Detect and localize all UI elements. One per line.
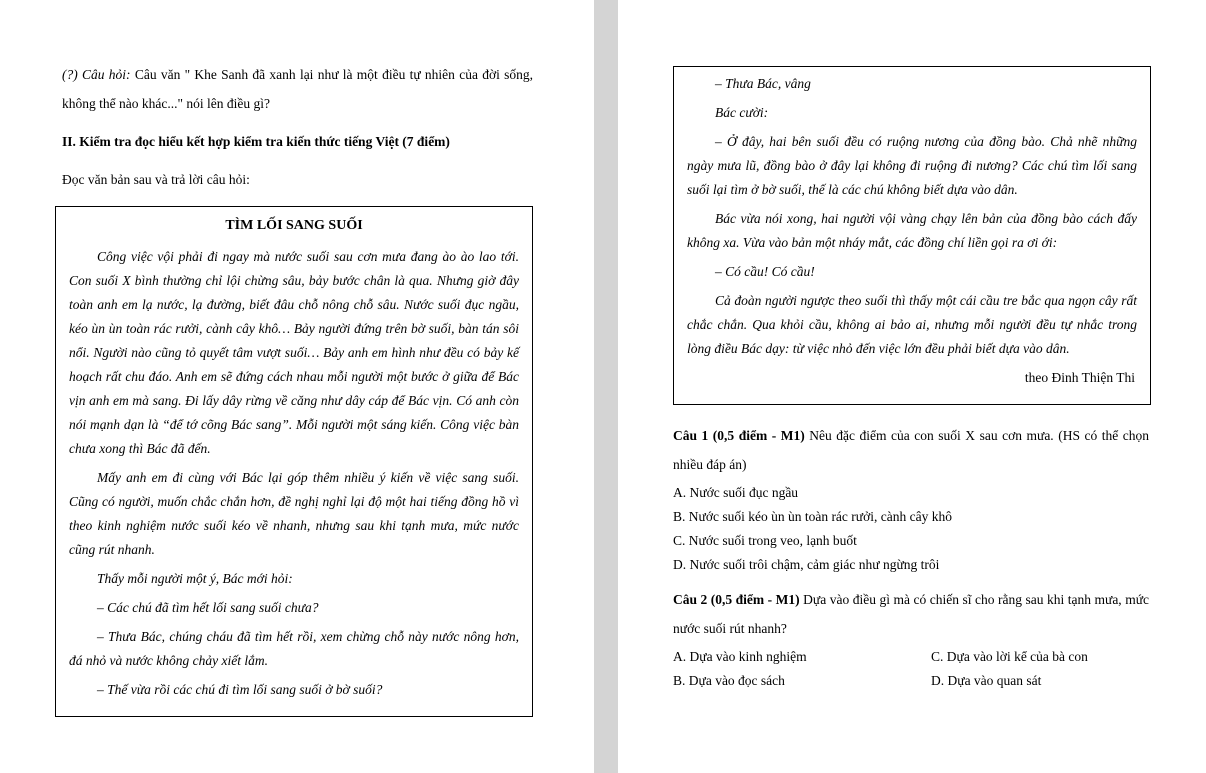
passage-box-left [55, 206, 533, 717]
question-1 [673, 421, 1149, 479]
dialogue-line: – Có cầu! Có cầu! [715, 264, 815, 279]
dialogue-line: – Thưa Bác, vâng [715, 76, 811, 91]
passage-paragraph: Cả đoàn người ngược theo suối thì thấy một cái cầu tre bắc qua ngọn cây rất chắc chắn. Qua khỏi cầu, không ai bảo ai, nhưng mỗi người đều tự nhắc trong lòng điều Bác dạy: từ việc nhỏ đến việc lớn đều phải biết dựa vào dân. [687, 293, 1137, 356]
question-2-label: Câu 2 (0,5 điểm - M1) [673, 592, 800, 607]
intro-question-label: (?) Câu hỏi: [62, 67, 131, 82]
dialogue-line: – Ở đây, hai bên suối đều có ruộng nương của đồng bào. Chả nhẽ những ngày mưa lũ, đồng bào ở đây lại không đi ruộng đi nương? Các chú tìm lối sang suối lại tìm ở bờ suối, thế là các chú không biết dựa vào dân. [687, 134, 1137, 197]
reading-instruction: Đọc văn bản sau và trả lời câu hỏi: [62, 172, 250, 187]
intro-question-text: Câu văn " Khe Sanh đã xanh lại như là một điều tự nhiên của đời sống, không thể nào khác..." nói lên điều gì? [62, 67, 533, 111]
passage-paragraph: Mấy anh em đi cùng với Bác lại góp thêm nhiều ý kiến về việc sang suối. Cũng có người, muốn chắc chắn hơn, đề nghị nghỉ lại độ một hai tiếng đồng hồ vì theo kinh nghiệm nước suối kéo về nhanh, nhưng sau khi tạnh mưa, mức nước cũng rút nhanh. [69, 470, 519, 557]
passage-paragraph: Thấy mỗi người một ý, Bác mới hỏi: [97, 571, 293, 586]
section-heading: II. Kiểm tra đọc hiểu kết hợp kiểm tra kiến thức tiếng Việt (7 điểm) [62, 134, 450, 149]
page-right [618, 0, 1206, 773]
dialogue-line: – Các chú đã tìm hết lối sang suối chưa? [97, 600, 319, 615]
question-2 [673, 585, 1149, 643]
question-1-text: Nêu đặc điểm của con suối X sau cơn mưa. (HS có thể chọn nhiều đáp án) [673, 428, 1149, 472]
option-b: B. Nước suối kéo ùn ùn toàn rác rưởi, cành cây khô [673, 509, 952, 524]
dialogue-line: – Thưa Bác, chúng cháu đã tìm hết rồi, xem chừng chỗ này nước nông hơn, đá nhỏ và nước không chảy xiết lắm. [69, 629, 519, 668]
option-d: D. Nước suối trôi chậm, cảm giác như ngừng trôi [673, 557, 940, 572]
option-c: C. Nước suối trong veo, lạnh buốt [673, 533, 857, 548]
page-gap [594, 0, 618, 773]
option-a: A. Dựa vào kinh nghiệm [673, 649, 807, 664]
question-1-label: Câu 1 (0,5 điểm - M1) [673, 428, 805, 443]
option-d: D. Dựa vào quan sát [931, 673, 1042, 688]
option-a: A. Nước suối đục ngầu [673, 485, 799, 500]
passage-attribution: theo Đinh Thiện Thi [1024, 370, 1135, 385]
question-1-options [673, 481, 1149, 577]
option-b: B. Dựa vào đọc sách [673, 673, 785, 688]
passage-paragraph: Bác vừa nói xong, hai người vội vàng chạy lên bản của đồng bào cách đấy không xa. Vừa vào bản một nháy mắt, các đồng chí liền gọi ra ơi ới: [687, 211, 1137, 250]
question-2-text: Dựa vào điều gì mà có chiến sĩ cho rằng sau khi tạnh mưa, mức nước suối rút nhanh? [673, 592, 1150, 636]
passage-title: TÌM LỐI SANG SUỐI [225, 218, 363, 233]
question-2-options [673, 645, 1149, 693]
passage-box-right [673, 66, 1151, 405]
dialogue-line: – Thế vừa rồi các chú đi tìm lối sang suối ở bờ suối? [97, 682, 383, 697]
passage-paragraph: Công việc vội phải đi ngay mà nước suối sau cơn mưa đang ào ào lao tới. Con suối X bình thường chỉ lội chừng sâu, bảy bước chân là qua. Nhưng giờ đây toàn anh em lạ nước, lạ đường, biết đâu chỗ nông chỗ sâu. Nước suối đục ngầu, kéo ùn ùn toàn rác rưởi, cành cây khô… Bảy người đứng trên bờ suối, bàn tán sôi nổi. Người nào cũng tỏ quyết tâm vượt suối… Bảy anh em hình như đều có bảy kế hoạch rất chu đáo. Anh em sẽ đứng cách nhau mỗi người một bước ở giữa để Bác vịn anh em mà sang. Đi lấy dây rừng về căng như dây cáp để Bác vịn. Có anh còn nói mạnh dạn là “để tớ cõng Bác sang”. Mỗi người một sáng kiến. Công việc bàn chưa xong thì Bác đã đến. [69, 249, 519, 456]
option-c: C. Dựa vào lời kể của bà con [931, 649, 1088, 664]
passage-paragraph: Bác cười: [715, 105, 769, 120]
page-left [0, 0, 594, 773]
question-2-options-left [673, 645, 931, 693]
intro-question [62, 60, 533, 118]
question-2-options-right [931, 645, 1149, 693]
